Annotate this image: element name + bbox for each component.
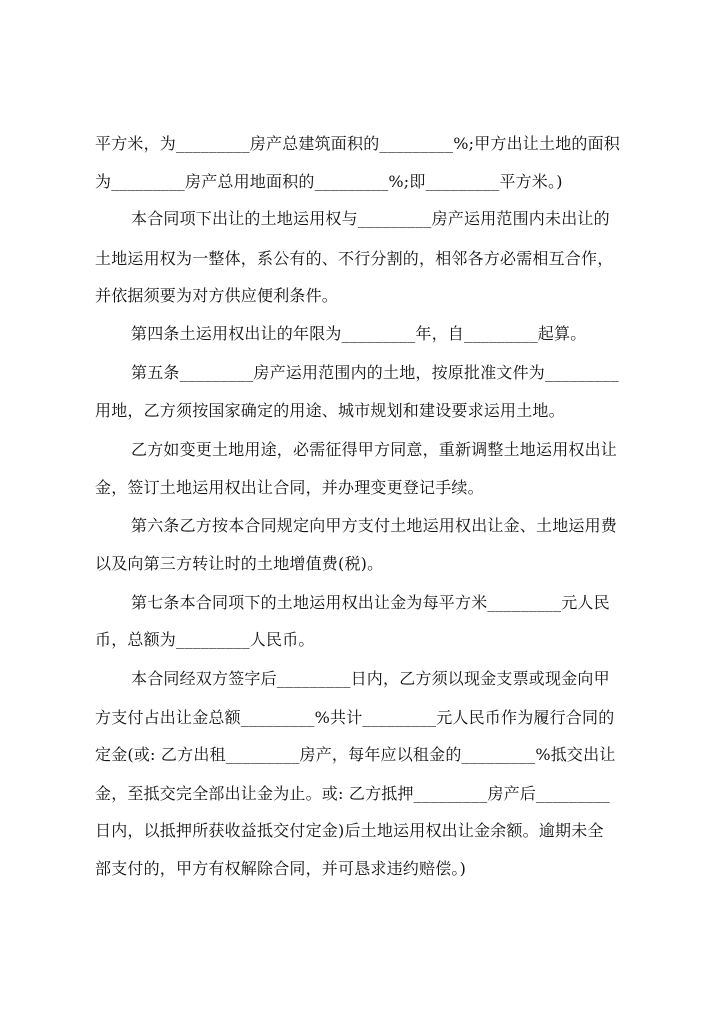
text-line: 并依据须要为对方供应便利条件。 bbox=[95, 286, 339, 305]
text-line: 为_________房产总用地面积的_________%;即_________平方米。) bbox=[95, 172, 563, 191]
text-line: 金，签订土地运用权出让合同，并办理变更登记手续。 bbox=[95, 478, 484, 497]
text-line: 乙方如变更土地用途，必需征得甲方同意，重新调整土地运用权出让 bbox=[131, 440, 618, 459]
text-line: 第六条乙方按本合同规定向甲方支付土地运用权出让金、土地运用费 bbox=[131, 516, 618, 535]
text-line: 日内，以抵押所获收益抵交付定金)后土地运用权出让金余额。逾期未全 bbox=[95, 821, 604, 840]
text-line: 定金(或: 乙方出租_________房产，每年应以租金的_________%抵交出让 bbox=[95, 745, 616, 764]
text-line: 第五条_________房产运用范围内的土地，按原批准文件为_________ bbox=[131, 363, 619, 382]
text-line: 第七条本合同项下的土地运用权出让金为每平方米_________元人民 bbox=[131, 593, 610, 612]
text-line: 平方米，为_________房产总建筑面积的_________%;甲方出让土地的面积 bbox=[95, 134, 620, 153]
text-line: 部支付的，甲方有权解除合同，并可恳求违约赔偿。) bbox=[95, 859, 467, 878]
text-line: 本合同经双方签字后_________日内，乙方须以现金支票或现金向甲 bbox=[131, 669, 610, 688]
text-line: 第四条土运用权出让的年限为_________年，自_________起算。 bbox=[131, 324, 587, 343]
text-line: 以及向第三方转让时的土地增值费(税)。 bbox=[95, 554, 384, 573]
text-line: 用地，乙方须按国家确定的用途、城市规划和建设要求运用土地。 bbox=[95, 401, 565, 420]
text-line: 方支付占出让金总额_________%共计_________元人民币作为履行合同的 bbox=[95, 708, 615, 727]
text-line: 金，至抵交完全部出让金为止。或: 乙方抵押_________房产后_________ bbox=[95, 784, 610, 803]
text-line: 土地运用权为一整体，系公有的、不行分割的，相邻各方必需相互合作， bbox=[95, 249, 614, 268]
text-line: 本合同项下出让的土地运用权与_________房产运用范围内未出让的 bbox=[131, 209, 610, 228]
text-line: 币，总额为_________人民币。 bbox=[95, 630, 315, 649]
